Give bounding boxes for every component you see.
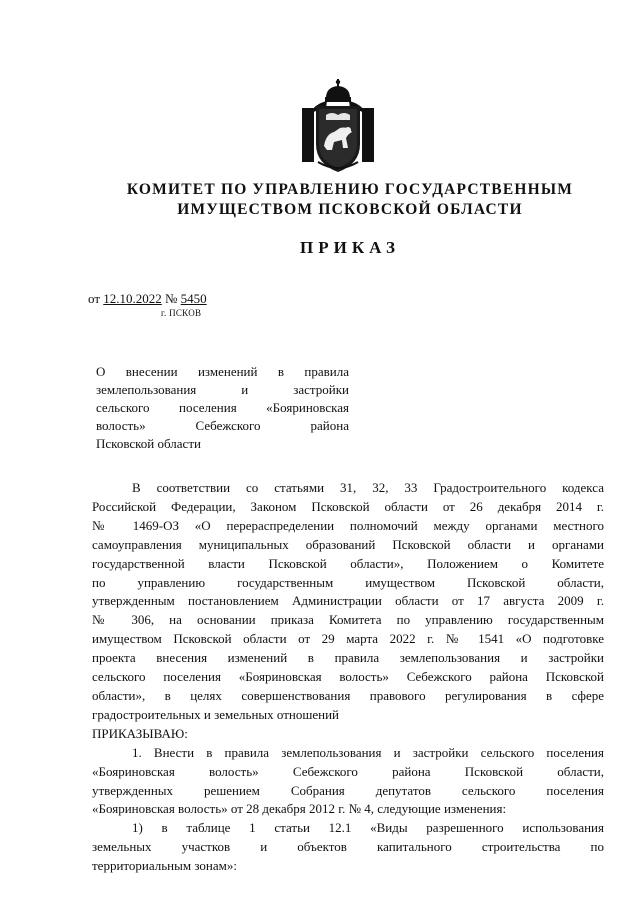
body-line: утвержденным постановлением Администрации области от 17 августа 2009 г.: [92, 593, 604, 609]
body-line: государственной власти Псковской области», Положением о Комитете: [92, 555, 604, 571]
body-line: «Бояриновская волость» Себежского района Псковской области,: [92, 763, 604, 779]
body-line: имуществом Псковской области от 29 марта 2022 г. № 1541 «О подготовке: [92, 631, 604, 647]
subject-line: землепользования и застройки: [96, 382, 349, 397]
body-line: градостроительных и земельных отношений: [92, 706, 339, 722]
body-line: № 1469-ОЗ «О перераспределении полномочий между органами местного: [92, 517, 604, 533]
body-line: самоуправления муниципальных образований Псковской области и органами: [92, 536, 604, 552]
body-line: Российской Федерации, Законом Псковской области от 26 декабря 2014 г.: [92, 498, 604, 514]
date-number-line: [88, 291, 207, 307]
coat-of-arms-emblem: [296, 78, 380, 174]
body-line: сельского поселения «Бояриновская волость» Себежского района Псковской: [92, 669, 604, 685]
order-body: [92, 479, 604, 876]
organization-name-line-2: ИМУЩЕСТВОМ ПСКОВСКОЙ ОБЛАСТИ: [177, 201, 523, 218]
body-line: утвержденных решением Собрания депутатов сельского поселения: [92, 782, 604, 798]
subject-block: [96, 363, 349, 453]
body-line: № 306, на основании приказа Комитета по управлению государственным: [92, 612, 604, 628]
from-label: от: [88, 291, 101, 306]
subject-line: Псковской области: [96, 436, 201, 451]
body-line: земельных участков и объектов капитального строительства по: [92, 839, 604, 855]
subject-line: сельского поселения «Бояриновская: [96, 400, 349, 415]
order-directive: ПРИКАЗЫВАЮ:: [92, 725, 188, 741]
city-label: г. ПСКОВ: [161, 308, 202, 318]
number-label: №: [165, 291, 178, 306]
body-line: по управлению государственным имуществом Псковской области,: [92, 574, 604, 590]
document-number: 5450: [180, 291, 207, 306]
body-line: области», в целях совершенствования правового регулирования в сфере: [92, 687, 604, 703]
document-type-title: ПРИКАЗ: [300, 238, 400, 257]
body-line: проекта внесения изменений в правила землепользования и застройки: [92, 650, 604, 666]
subject-line: О внесении изменений в правила: [96, 364, 349, 379]
subject-line: волость» Себежского района: [96, 418, 349, 433]
organization-name-line-1: КОМИТЕТ ПО УПРАВЛЕНИЮ ГОСУДАРСТВЕННЫМ: [126, 181, 574, 198]
body-line: 1. Внести в правила землепользования и застройки сельского поселения: [132, 744, 604, 760]
document-date: 12.10.2022: [103, 291, 162, 306]
body-line: территориальным зонам»:: [92, 858, 237, 874]
body-line: 1) в таблице 1 статьи 12.1 «Виды разрешенного использования: [132, 820, 604, 836]
body-line: «Бояриновская волость» от 28 декабря 2012 г. № 4, следующие изменения:: [92, 801, 507, 817]
body-line: В соответствии со статьями 31, 32, 33 Градостроительного кодекса: [132, 480, 604, 495]
